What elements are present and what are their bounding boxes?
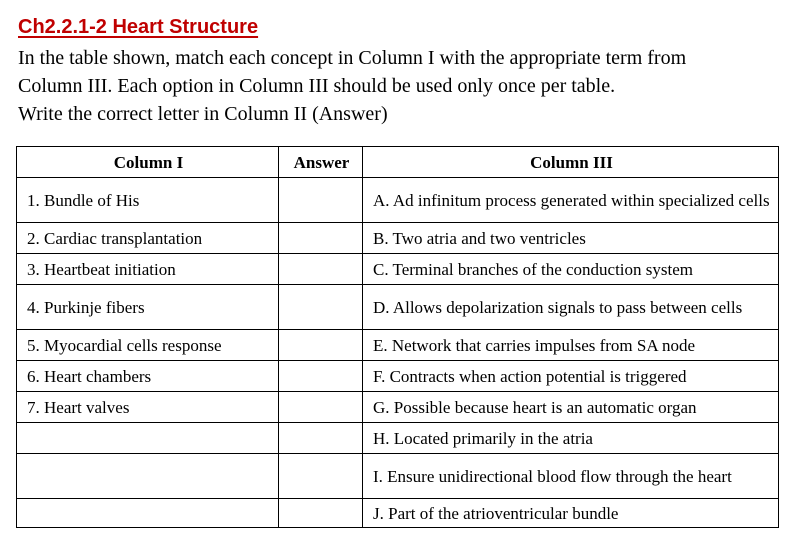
answer-cell[interactable] — [279, 223, 363, 254]
table-row — [17, 330, 779, 361]
table-row — [17, 392, 779, 423]
table-row — [17, 178, 779, 223]
concept-cell: 1. Bundle of His — [17, 178, 279, 223]
term-cell: F. Contracts when action potential is triggered — [363, 361, 779, 392]
answer-column-header: Answer — [279, 147, 363, 178]
answer-cell[interactable] — [279, 178, 363, 223]
page-title: Ch2.2.1-2 Heart Structure — [18, 16, 259, 38]
concept-cell: 5. Myocardial cells response — [17, 330, 279, 361]
instructions — [18, 44, 788, 128]
answer-cell[interactable] — [279, 285, 363, 330]
term-cell: B. Two atria and two ventricles — [363, 223, 779, 254]
answer-cell[interactable] — [279, 330, 363, 361]
term-cell: E. Network that carries impulses from SA node — [363, 330, 779, 361]
column-3-header: Column III — [363, 147, 779, 178]
matching-table — [16, 146, 779, 528]
answer-cell[interactable] — [279, 361, 363, 392]
table-row — [17, 254, 779, 285]
concept-cell — [17, 423, 279, 454]
instruction-line-1: In the table shown, match each concept in Column I with the appropriate term from — [18, 47, 687, 69]
table-row — [17, 499, 779, 528]
concept-cell: 6. Heart chambers — [17, 361, 279, 392]
instruction-line-2: Column III. Each option in Column III should be used only once per table. — [18, 75, 616, 97]
concept-cell: 2. Cardiac transplantation — [17, 223, 279, 254]
term-cell: G. Possible because heart is an automatic organ — [363, 392, 779, 423]
concept-cell: 4. Purkinje fibers — [17, 285, 279, 330]
instruction-line-3: Write the correct letter in Column II (Answer) — [18, 103, 388, 125]
answer-cell[interactable] — [279, 499, 363, 528]
answer-cell[interactable] — [279, 392, 363, 423]
table-row — [17, 423, 779, 454]
concept-cell: 7. Heart valves — [17, 392, 279, 423]
term-cell: J. Part of the atrioventricular bundle — [363, 499, 779, 528]
table-row — [17, 361, 779, 392]
term-cell: I. Ensure unidirectional blood flow through the heart — [363, 454, 779, 499]
term-cell: H. Located primarily in the atria — [363, 423, 779, 454]
table-header-row — [17, 147, 779, 178]
column-1-header: Column I — [17, 147, 279, 178]
term-cell: D. Allows depolarization signals to pass between cells — [363, 285, 779, 330]
answer-cell[interactable] — [279, 423, 363, 454]
answer-cell[interactable] — [279, 254, 363, 285]
concept-cell — [17, 454, 279, 499]
answer-cell[interactable] — [279, 454, 363, 499]
concept-cell — [17, 499, 279, 528]
term-cell: A. Ad infinitum process generated within specialized cells — [363, 178, 779, 223]
term-cell: C. Terminal branches of the conduction system — [363, 254, 779, 285]
table-row — [17, 285, 779, 330]
table-row — [17, 223, 779, 254]
concept-cell: 3. Heartbeat initiation — [17, 254, 279, 285]
table-row — [17, 454, 779, 499]
